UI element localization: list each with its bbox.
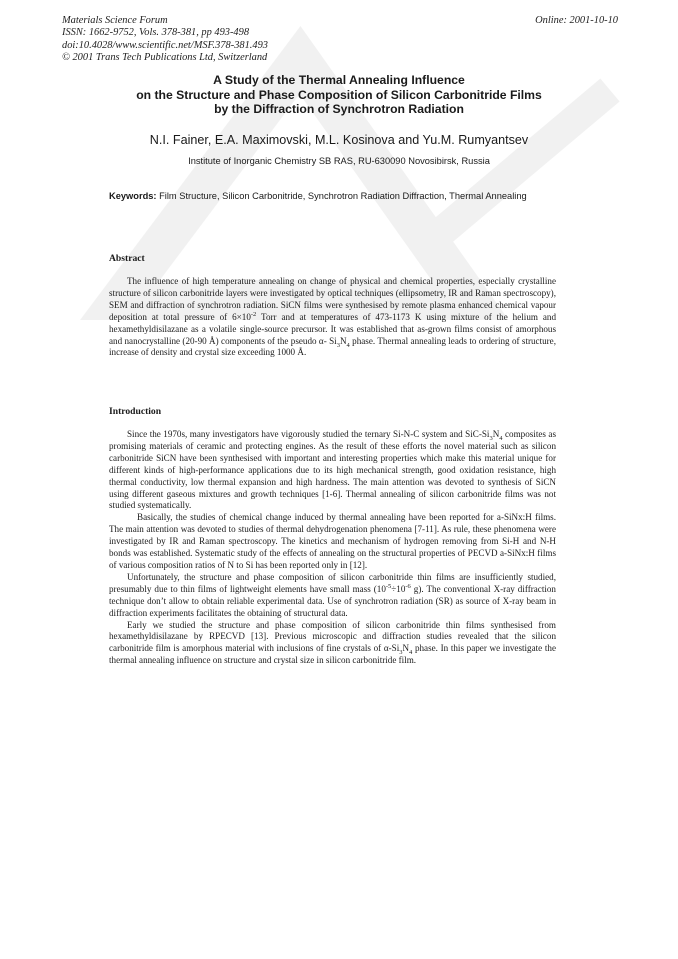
text-span: composites as promising materials of ceramic and protecting engines. As the result of these efforts the novel material such as silicon carbonitride SiCN have been synthesised with important and interesting properties which make this material unique for different kinds of high-performance applications due to its high mechanical strength, good oxidation resistance, high thermal conductivity, low thermal expansion and high hardness. The main attention was devoted to synthesis of SiCN using different gaseous mixtures and growth techniques [1-6]. Thermal annealing of silicon carbonitride films was not studied systematically. (109, 429, 556, 511)
intro-paragraph-2: Basically, the studies of chemical change induced by thermal annealing have been reported for a-SiNx:H films. The main attention was devoted to studies of thermal dehydrogenation phenomena [7-11]. As rule, these phenomena were investigated by IR and Raman spectroscopy. The kinetics and mechanism of hydrogen removing from Si-H and N-H bonds was established. Systematic study of the effects of annealing on the structural properties of PECVD a-SiNx:H films of various composition ratios of N to Si has been reported only in [12]. (109, 512, 556, 570)
text-span: phase. In this paper we investigate the thermal annealing influence on structure and crystal size in silicon carbonitride film. (109, 643, 556, 666)
keywords-text: Film Structure, Silicon Carbonitride, Synchrotron Radiation Diffraction, Thermal Annealing (159, 191, 527, 201)
text-span: Torr and at temperatures of 473-1173 K using mixture of the helium and hexamethyldisilazane as a volatile single-source precursor. It was established that as-grown films consist of amorphous and nanocrystalline (20-90 Å) components of the pseudo α- Si (109, 311, 556, 346)
subscript: 3 (489, 434, 493, 442)
paper-title (60, 73, 618, 117)
subscript: 3 (336, 341, 340, 349)
text-span: Early we studied the structure and phase composition of silicon carbonitride thin films synthesised from hexamethyldisilazane by RPECVD [13]. Previous microscopic and diffraction studies revealed that the silicon carbonitride film is amorphous material with inclusions of fine crystals of α-Si (109, 619, 556, 654)
intro-paragraph-4 (109, 620, 556, 668)
title-line: on the Structure and Phase Composition of Silicon Carbonitride Films (136, 87, 542, 102)
superscript: -6 (405, 582, 411, 590)
text-span: g). The conventional X-ray diffraction technique don’t allow to obtain reliable experimental data. Use of synchrotron radiation (SR) as source of X-ray beam in diffraction experiments facilitates the obtaining of structural data. (109, 583, 556, 618)
introduction-heading: Introduction (109, 406, 162, 417)
doi-link[interactable]: doi:10.4028/www.scientific.net/MSF.378-381.493 (62, 39, 268, 51)
subscript: 4 (409, 649, 413, 657)
journal-header (62, 15, 618, 65)
text-span: N (402, 643, 410, 654)
keywords-label: Keywords: (109, 191, 157, 201)
text-span: The influence of high temperature annealing on change of physical and chemical properties, especially crystalline structure of silicon carbonitride layers were investigated by optical techniques (ellipsometry, IR and Raman spectroscopy), SEM and diffraction of synchrotron radiation. SiCN films were synthesised by remote plasma enhanced chemical vapour deposition at total pressure of 6×10 (109, 276, 556, 322)
journal-name: Materials Science Forum (62, 15, 168, 26)
abstract-body (109, 276, 556, 359)
affiliation: Institute of Inorganic Chemistry SB RAS, RU-630090 Novosibirsk, Russia (188, 156, 490, 166)
abstract-paragraph (109, 276, 556, 359)
copyright-line: © 2001 Trans Tech Publications Ltd, Switzerland (62, 52, 268, 64)
subscript: 4 (499, 434, 503, 442)
title-line: by the Diffraction of Synchrotron Radiation (214, 102, 464, 117)
intro-paragraph-1 (109, 429, 556, 512)
keywords (109, 190, 529, 202)
online-date: Online: 2001-10-10 (535, 15, 618, 26)
text-span: Since the 1970s, many investigators have vigorously studied the ternary Si-N-C system and SiC-Si (127, 429, 490, 439)
author-list: N.I. Fainer, E.A. Maximovski, M.L. Kosinova and Yu.M. Rumyantsev (149, 133, 529, 147)
text-span: phase. Thermal annealing leads to ordering of structure, increase of density and crystal size exceeding 1000 Å. (109, 335, 556, 358)
text-span: Unfortunately, the structure and phase composition of silicon carbonitride thin films are insufficiently studied, presumably due to thin films of lightweight elements have small mass (10 (109, 571, 556, 594)
subscript: 3 (399, 649, 403, 657)
issn-line: ISSN: 1662-9752, Vols. 378-381, pp 493-498 (62, 27, 250, 39)
introduction-body (109, 429, 556, 667)
superscript: -2 (250, 310, 257, 318)
text-span: ÷10 (391, 583, 406, 594)
title-line: A Study of the Thermal Annealing Influence (213, 73, 465, 87)
text-span: N (492, 429, 500, 439)
subscript: 4 (346, 341, 350, 349)
abstract-heading: Abstract (109, 253, 145, 264)
superscript: -5 (385, 582, 392, 590)
intro-paragraph-3 (109, 572, 556, 620)
text-span: N (339, 335, 347, 346)
